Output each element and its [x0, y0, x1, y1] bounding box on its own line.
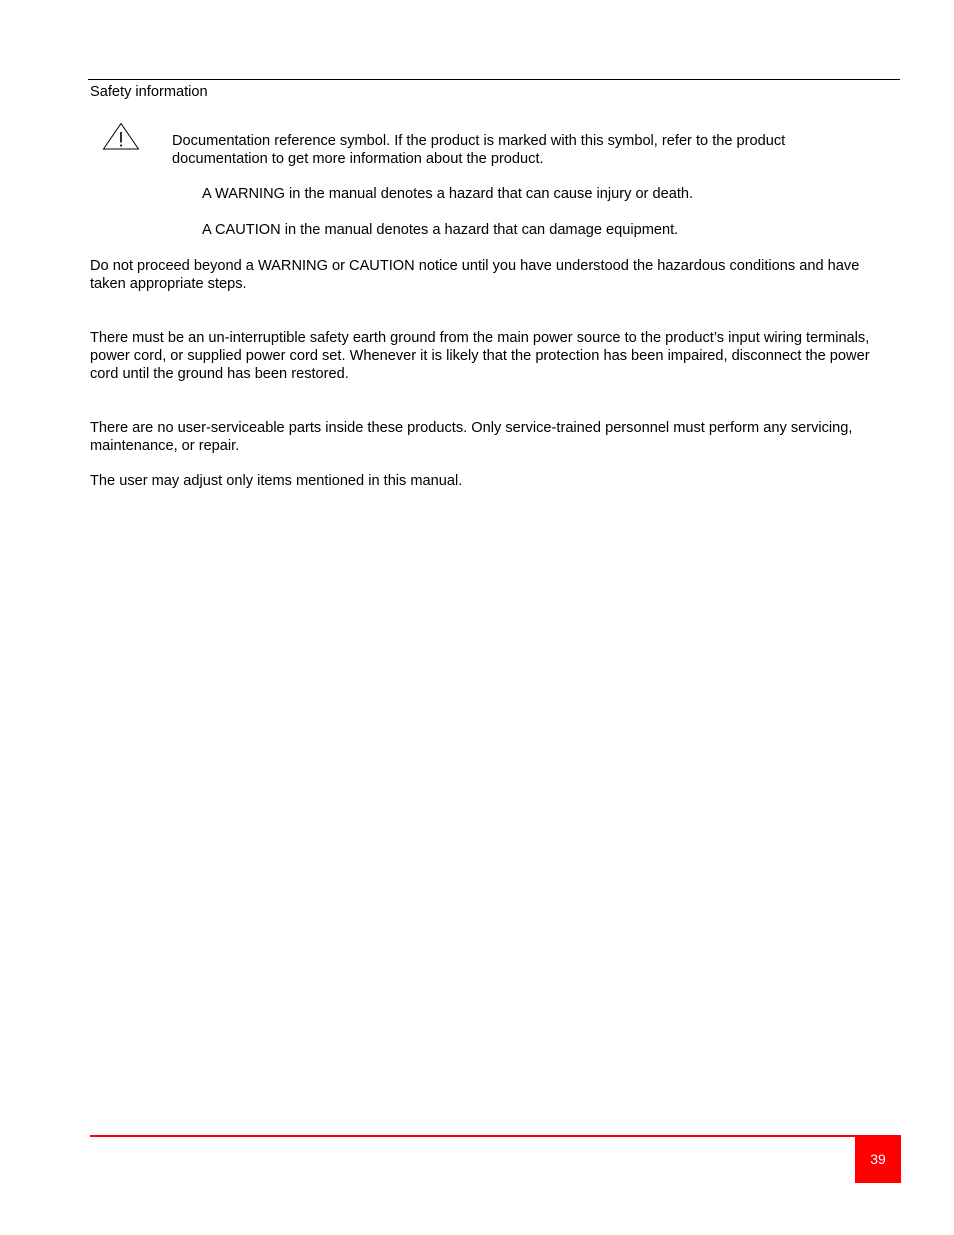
proceed-notice-paragraph: Do not proceed beyond a WARNING or CAUTION notice until you have understood the hazardous conditions and have taken appropriate steps. [90, 258, 860, 292]
service-notice-paragraph: There are no user-serviceable parts inside these products. Only service-trained personnel must perform any servicing, maintenance, or repair. [90, 420, 853, 454]
page-number: 39 [870, 1151, 886, 1167]
header-rule [88, 79, 900, 80]
ground-notice-paragraph: There must be an un-interruptible safety earth ground from the main power source to the product’s input wiring terminals, power cord, or supplied power cord set. Whenever it is likely that the protection has been impaired, disconnect the power cord until the ground has been restored. [90, 330, 870, 382]
page-number-badge [855, 1135, 901, 1183]
caution-definition-text: A CAUTION in the manual denotes a hazard that can damage equipment. [202, 222, 679, 238]
warning-definition-text: A WARNING in the manual denotes a hazard that can cause injury or death. [202, 186, 694, 202]
documentation-reference-text: Documentation reference symbol. If the product is marked with this symbol, refer to the product documentation to get more information about the product. [172, 133, 786, 167]
warning-triangle-icon [102, 122, 140, 150]
adjust-notice-paragraph: The user may adjust only items mentioned in this manual. [90, 473, 463, 489]
footer-rule [90, 1135, 855, 1137]
section-title: Safety information [90, 84, 208, 100]
